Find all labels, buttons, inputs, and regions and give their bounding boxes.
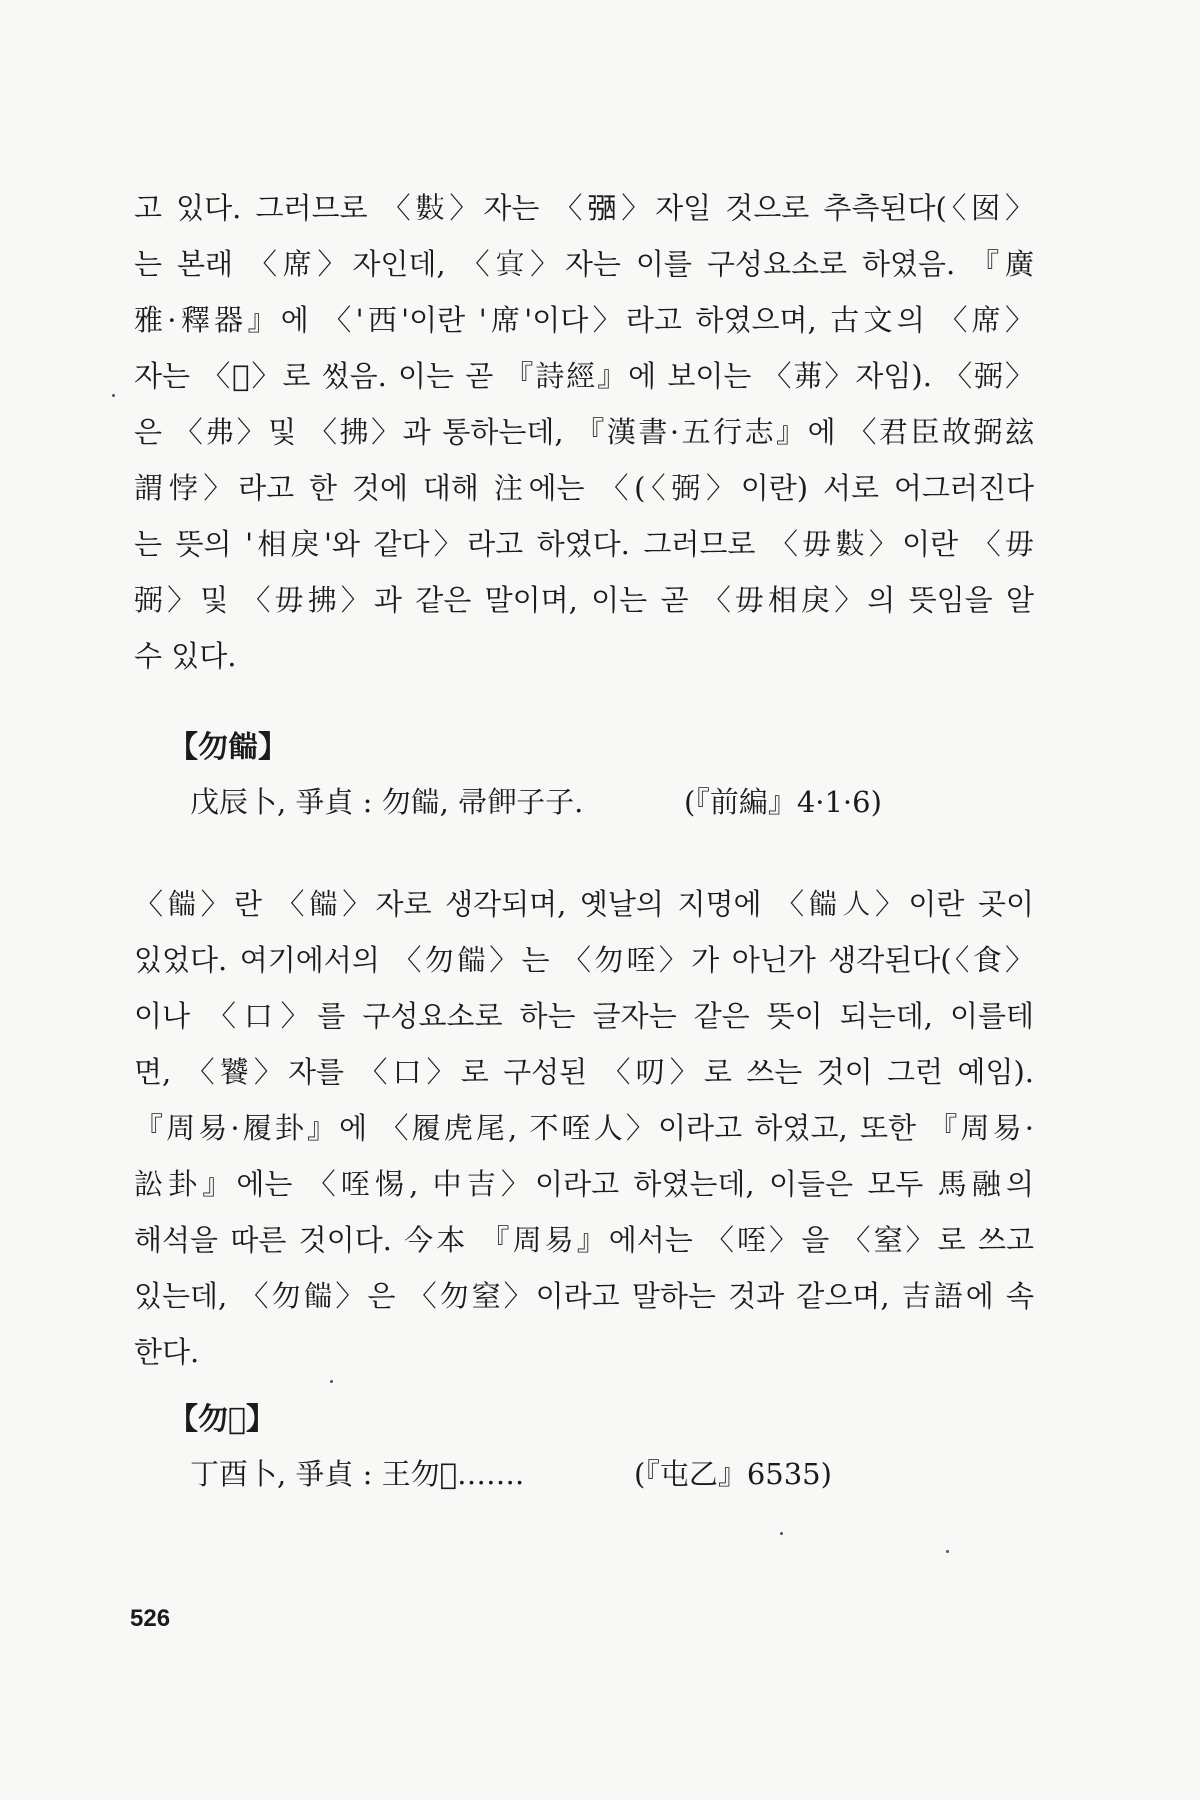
scan-speck: [330, 1380, 333, 1383]
section-heading-1: 【勿𩜵】: [168, 730, 288, 765]
text-line: 자는 〈𡦹〉로 썼음. 이는 곧 『詩經』에 보이는 〈茀〉자임). 〈弼〉: [134, 359, 1034, 393]
example-source: (『前編』4·1·6): [684, 785, 882, 819]
scan-speck: [112, 394, 115, 397]
text-line: 謂悖〉라고 한 것에 대해 注에는 〈(〈弼〉이란) 서로 어그러진다: [134, 471, 1034, 505]
paragraph-2: [134, 876, 1034, 1380]
text-line: 해석을 따른 것이다. 今本 『周易』에서는 〈咥〉을 〈窒〉로 쓰고: [134, 1223, 1034, 1257]
text-line: 면, 〈饕〉자를 〈口〉로 구성된 〈叨〉로 쓰는 것이 그런 예임).: [134, 1055, 1034, 1089]
example-line-2: [190, 1450, 970, 1498]
text-line: 이나 〈口〉를 구성요소로 하는 글자는 같은 뜻이 되는데, 이를테: [134, 999, 1034, 1033]
text-line: 한다.: [134, 1335, 200, 1369]
example-source: (『屯乙』6535): [634, 1457, 832, 1491]
text-line: 雅·釋器』에 〈'西'이란 '席'이다〉라고 하였으며, 古文의 〈席〉: [134, 303, 1034, 337]
text-line: 는 본래 〈席〉자인데, 〈𡨋〉자는 이를 구성요소로 하였음. 『廣: [134, 247, 1034, 281]
text-line: 은 〈弗〉및 〈拂〉과 통하는데, 『漢書·五行志』에 〈君臣故弼玆: [134, 415, 1034, 449]
text-line: 있는데, 〈勿𩜵〉은 〈勿窒〉이라고 말하는 것과 같으며, 吉語에 속: [134, 1279, 1034, 1313]
example-text: 戊辰卜, 爭貞 : 勿𩜵, 帚𩚲子子.: [190, 785, 584, 819]
example-text: 丁酉卜, 爭貞 : 王勿𠣏…….: [190, 1457, 525, 1491]
page-number: 526: [130, 1605, 171, 1632]
section-heading-2: 【勿𠣏】: [168, 1402, 277, 1437]
text-line: 『周易·履卦』에 〈履虎尾, 不咥人〉이라고 하였고, 또한 『周易·: [134, 1111, 1034, 1145]
text-line: 訟卦』에는 〈咥惕, 中吉〉이라고 하였는데, 이들은 모두 馬融의: [134, 1167, 1034, 1201]
text-line: 〈𩜵〉란 〈𩜵〉자로 생각되며, 옛날의 지명에 〈𩜵人〉이란 곳이: [134, 887, 1034, 921]
text-line: 고 있다. 그러므로 〈𢿘〉자는 〈𢐀〉자일 것으로 추측된다(〈囡〉: [134, 191, 1034, 225]
scan-speck: [946, 1550, 949, 1553]
example-line-1: [190, 778, 970, 826]
paragraph-1: [134, 180, 1034, 684]
text-line: 弼〉및 〈毋拂〉과 같은 말이며, 이는 곧 〈毋相戾〉의 뜻임을 알: [134, 583, 1034, 617]
text-line: 는 뜻의 '相戾'와 같다〉라고 하였다. 그러므로 〈毋𢿘〉이란 〈毋: [134, 527, 1034, 561]
scan-speck: [780, 1532, 783, 1535]
text-line: 있었다. 여기에서의 〈勿𩜵〉는 〈勿咥〉가 아닌가 생각된다(〈食〉: [134, 943, 1034, 977]
text-line: 수 있다.: [134, 639, 237, 673]
